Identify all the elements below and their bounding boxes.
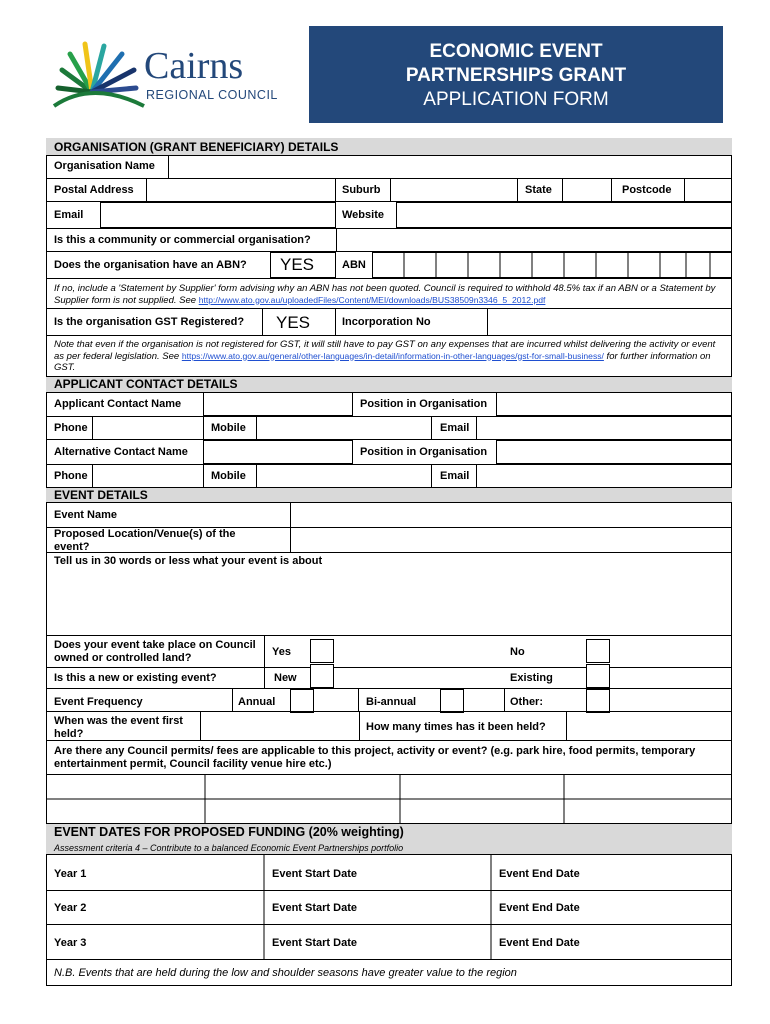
logo-wordmark: Cairns [144,45,244,87]
event-about-textarea[interactable] [46,552,732,636]
state-input[interactable] [562,178,612,202]
position-label-2: Position in Organisation [360,446,488,458]
mobile-label-2: Mobile [211,470,246,482]
times-held-input[interactable] [566,711,732,741]
existing-checkbox[interactable] [586,664,610,688]
times-held-label: How many times has it been held? [366,721,546,733]
year-1-end-label[interactable]: Event End Date [499,868,580,880]
annual-checkbox[interactable] [290,689,314,713]
postcode-input[interactable] [684,178,732,202]
website-label: Website [342,209,384,221]
abn-label: ABN [342,259,366,271]
council-land-divider [264,636,265,668]
council-land-yes-checkbox[interactable] [310,639,334,663]
mobile-label-1: Mobile [211,422,246,434]
phone-input-2[interactable] [92,464,204,488]
biannual-divider [358,689,359,711]
event-name-input[interactable] [290,502,732,528]
phone-input-1[interactable] [92,416,204,440]
mobile-input-1[interactable] [256,416,432,440]
frequency-label: Event Frequency [54,696,143,708]
abn-note-text: If no, include a 'Statement by Supplier' form advising why an ABN has not been quoted. Council is required to withhold 48.5% tax if an ABN or a Statement by Supplier form is not supplied. See [54,283,716,306]
other-checkbox[interactable] [586,689,610,713]
abn-digit-dividers [372,252,732,278]
title-line-1: ECONOMIC EVENT [429,41,603,62]
abn-answer: YES [280,255,315,274]
other-divider [504,689,505,711]
position-label-1: Position in Organisation [360,398,488,410]
section-org-title: ORGANISATION (GRANT BENEFICIARY) DETAILS [54,140,339,154]
abn-note [54,283,724,306]
seasons-note: N.B. Events that are held during the low and shoulder seasons have greater value to the region [54,967,517,979]
year-2-start-label[interactable]: Event Start Date [272,902,357,914]
gst-note-end: for further information on GST. [54,350,711,373]
new-label: New [274,672,297,684]
alternative-name-input[interactable] [203,440,353,464]
applicant-name-label: Applicant Contact Name [54,398,182,410]
gst-question: Is the organisation GST Registered? [54,316,245,328]
email-input-1[interactable] [476,416,732,440]
position-input-2[interactable] [496,440,732,464]
year-3-label: Year 3 [54,937,87,949]
email-input-2[interactable] [476,464,732,488]
council-logo [52,40,292,110]
event-location-label: Proposed Location/Venue(s) of the event? [54,528,236,553]
org-email-input[interactable] [100,202,336,228]
abn-note-link[interactable]: http://www.ato.gov.au/uploadedFiles/Content/MEI/downloads/BUS38509n3346_5_2012.pdf [198,294,546,305]
suburb-input[interactable] [390,178,518,202]
frequency-divider [232,689,233,711]
council-land-no-checkbox[interactable] [586,639,610,663]
org-email-label: Email [54,209,84,221]
website-input[interactable] [396,202,732,228]
email-label-1: Email [440,422,470,434]
first-held-input[interactable] [200,711,360,741]
annual-label: Annual [238,696,276,708]
sunburst-logo-icon [52,40,147,110]
phone-label-2: Phone [54,470,88,482]
permits-question: Are there any Council permits/ fees are applicable to this project, activity or event? (e.g. park hire, food permits, temporary entertainment permit, Council facility venue hire etc.) [54,745,696,770]
gst-answer: YES [276,313,311,332]
abn-question: Does the organisation have an ABN? [54,259,247,271]
existing-label: Existing [510,672,553,684]
postal-input[interactable] [146,178,336,202]
incorporation-input[interactable] [487,308,732,336]
logo-subtitle: REGIONAL COUNCIL [146,88,278,102]
org-name-input[interactable] [168,155,732,179]
gst-note-text: Note that even if the organisation is not registered for GST, it will still have to pay GST on any expenses that are incurred whilst delivering the activity or event as per federal legislation. See [54,339,716,362]
other-label: Other: [510,696,543,708]
postal-label: Postal Address [54,184,134,196]
section-dates-title: EVENT DATES FOR PROPOSED FUNDING (20% weighting) [54,825,404,839]
section-event-header [46,488,732,503]
title-line-2: PARTNERSHIPS GRANT [405,65,627,86]
year-2-label: Year 2 [54,902,87,914]
event-location-input[interactable] [290,527,732,553]
year-3-start-label[interactable]: Event Start Date [272,937,357,949]
new-existing-divider [264,667,265,689]
first-held-label: When was the event first held? [54,715,183,740]
phone-label-1: Phone [54,422,88,434]
community-input[interactable] [336,228,732,252]
biannual-label: Bi-annual [366,696,417,708]
title-line-3: APPLICATION FORM [423,89,609,110]
mobile-input-2[interactable] [256,464,432,488]
postcode-label: Postcode [622,184,672,196]
community-question: Is this a community or commercial organisation? [54,234,311,246]
council-land-question: Does your event take place on Council owned or controlled land? [54,639,256,664]
permits-grid-lines [46,774,732,824]
org-name-label: Organisation Name [54,160,155,172]
year-1-label: Year 1 [54,868,87,880]
council-land-yes-label: Yes [272,646,291,658]
gst-note [54,339,724,374]
event-name-label: Event Name [54,509,117,521]
state-label: State [525,184,552,196]
suburb-label: Suburb [342,184,381,196]
year-2-end-label[interactable]: Event End Date [499,902,580,914]
council-land-no-label: No [510,646,525,658]
incorporation-label: Incorporation No [342,316,431,328]
section-event-title: EVENT DETAILS [54,488,148,502]
new-checkbox[interactable] [310,664,334,688]
year-1-start-label[interactable]: Event Start Date [272,868,357,880]
alternative-name-label: Alternative Contact Name [54,446,188,458]
new-existing-question: Is this a new or existing event? [54,672,217,684]
email-label-2: Email [440,470,470,482]
dates-criteria: Assessment criteria 4 – Contribute to a balanced Economic Event Partnerships portfolio [54,843,404,853]
section-contact-title: APPLICANT CONTACT DETAILS [54,377,238,391]
position-input-1[interactable] [496,392,732,416]
event-about-label: Tell us in 30 words or less what your event is about [54,555,323,567]
dates-column-lines [46,855,732,961]
year-3-end-label[interactable]: Event End Date [499,937,580,949]
applicant-name-input[interactable] [203,392,353,416]
biannual-checkbox[interactable] [440,689,464,713]
gst-note-link[interactable]: https://www.ato.gov.au/general/other-languages/in-detail/information-in-other-languages/gst-for-small-business/ [181,350,604,361]
form-title-block [309,26,723,123]
